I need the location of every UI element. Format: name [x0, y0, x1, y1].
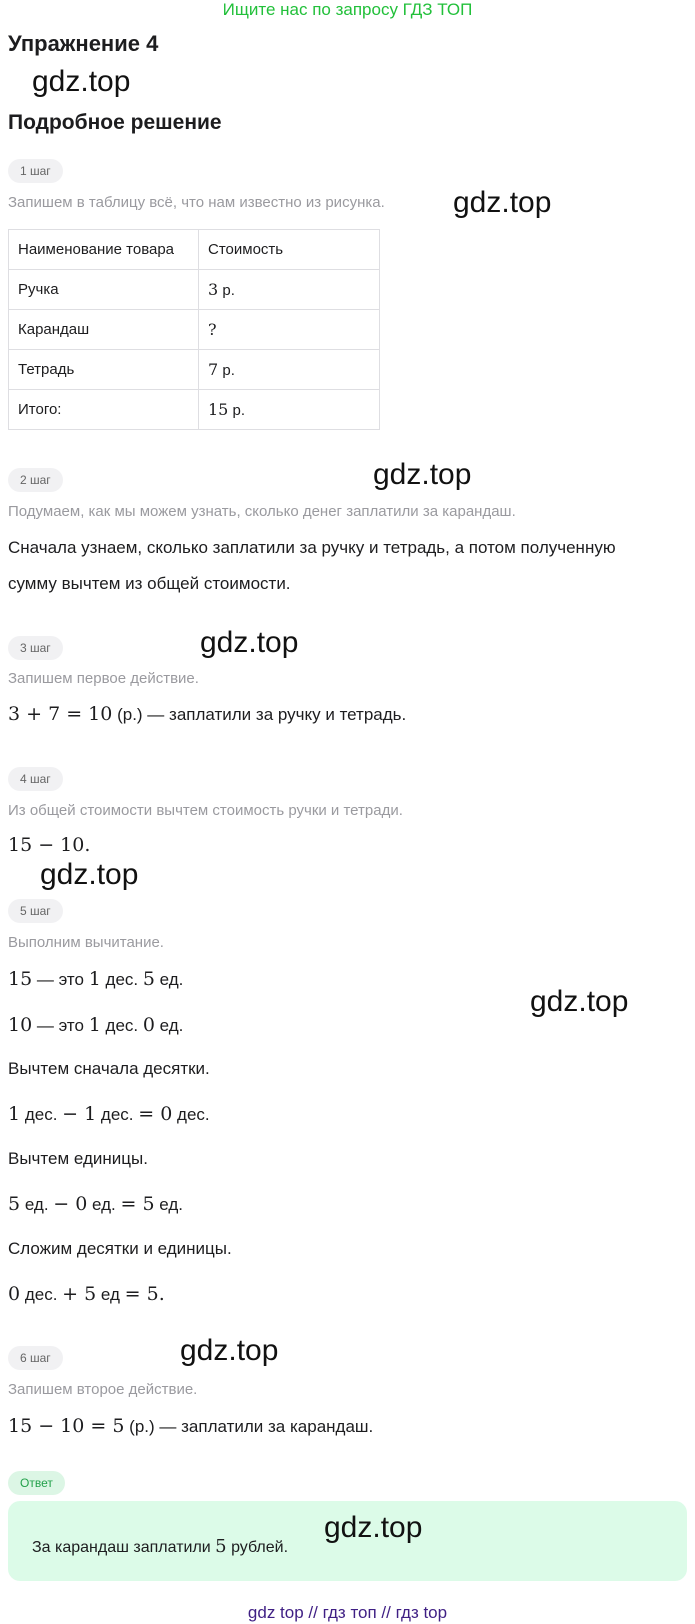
watermark: gdz.top [200, 626, 299, 659]
step-4-hint: Из общей стоимости вычтем стоимость ручки и тетради. [8, 802, 403, 819]
step-6-hint: Запишем второе действие. [8, 1381, 198, 1398]
step-3-expression: 3 + 7 = 10 (р.) — заплатили за ручку и тетрадь. [8, 703, 407, 725]
step-3-hint: Запишем первое действие. [8, 670, 199, 687]
step-2-text-line-2: сумму вычтем из общей стоимости. [8, 574, 291, 593]
watermark: gdz.top [324, 1511, 423, 1544]
step-6-expression: 15 − 10 = 5 (р.) — заплатили за карандаш. [8, 1415, 374, 1437]
step-5-hint: Выполним вычитание. [8, 934, 164, 951]
table-cell-price: 7 р. [199, 350, 380, 390]
watermark: gdz.top [453, 186, 552, 219]
step-chip-6: 6 шаг [8, 1346, 63, 1370]
step-chip-2: 2 шаг [8, 468, 63, 492]
exercise-title: Упражнение 4 [8, 31, 159, 56]
step-2-hint: Подумаем, как мы можем узнать, сколько денег заплатили за карандаш. [8, 503, 516, 520]
step-chip-5: 5 шаг [8, 899, 63, 923]
table-row [9, 270, 380, 310]
step-4-expression: 15 − 10. [8, 834, 91, 856]
table-row [9, 350, 380, 390]
step-2-text-line-1: Сначала узнаем, сколько заплатили за ручку и тетрадь, а потом полученную [8, 538, 616, 557]
table-cell-item: Карандаш [9, 310, 199, 350]
step-chip-3: 3 шаг [8, 636, 63, 660]
step-5-line-7: Сложим десятки и единицы. [8, 1239, 232, 1258]
step-5-line-4: 1 дес. − 1 дес. = 0 дес. [8, 1103, 210, 1125]
table-header-cell: Стоимость [199, 230, 380, 270]
table-cell-item: Ручка [9, 270, 199, 310]
watermark: gdz.top [40, 858, 139, 891]
table-cell-item: Тетрадь [9, 350, 199, 390]
step-5-line-5: Вычтем единицы. [8, 1149, 148, 1168]
table-cell-price: 3 р. [199, 270, 380, 310]
table-cell-price: 15 р. [199, 390, 380, 430]
step-5-line-6: 5 ед. − 0 ед. = 5 ед. [8, 1193, 184, 1215]
step-1-hint: Запишем в таблицу всё, что нам известно из рисунка. [8, 194, 385, 211]
step-5-line-1: 15 — это 1 дес. 5 ед. [8, 968, 184, 990]
watermark: gdz.top [373, 458, 472, 491]
watermark: gdz.top [32, 65, 131, 98]
answer-chip: Ответ [8, 1471, 65, 1495]
step-5-line-2: 10 — это 1 дес. 0 ед. [8, 1014, 184, 1036]
table-cell-item: Итого: [9, 390, 199, 430]
table-cell-price: ? [199, 310, 380, 350]
solution-title: Подробное решение [8, 111, 222, 134]
step-5-line-3: Вычтем сначала десятки. [8, 1059, 210, 1078]
search-banner[interactable]: Ищите нас по запросу ГДЗ ТОП [222, 0, 473, 19]
table-header-cell: Наименование товара [9, 230, 199, 270]
table-row [9, 310, 380, 350]
table-header-row [9, 230, 380, 270]
step-5-line-8: 0 дес. + 5 ед = 5. [8, 1283, 165, 1305]
footer-links[interactable]: gdz top // гдз топ // гдз top [247, 1603, 448, 1622]
table-row [9, 390, 380, 430]
step-chip-4: 4 шаг [8, 767, 63, 791]
watermark: gdz.top [530, 985, 629, 1018]
step-chip-1: 1 шаг [8, 159, 63, 183]
answer-text: За карандаш заплатили 5 рублей. [32, 1536, 289, 1557]
price-table [8, 229, 380, 430]
watermark: gdz.top [180, 1334, 279, 1367]
